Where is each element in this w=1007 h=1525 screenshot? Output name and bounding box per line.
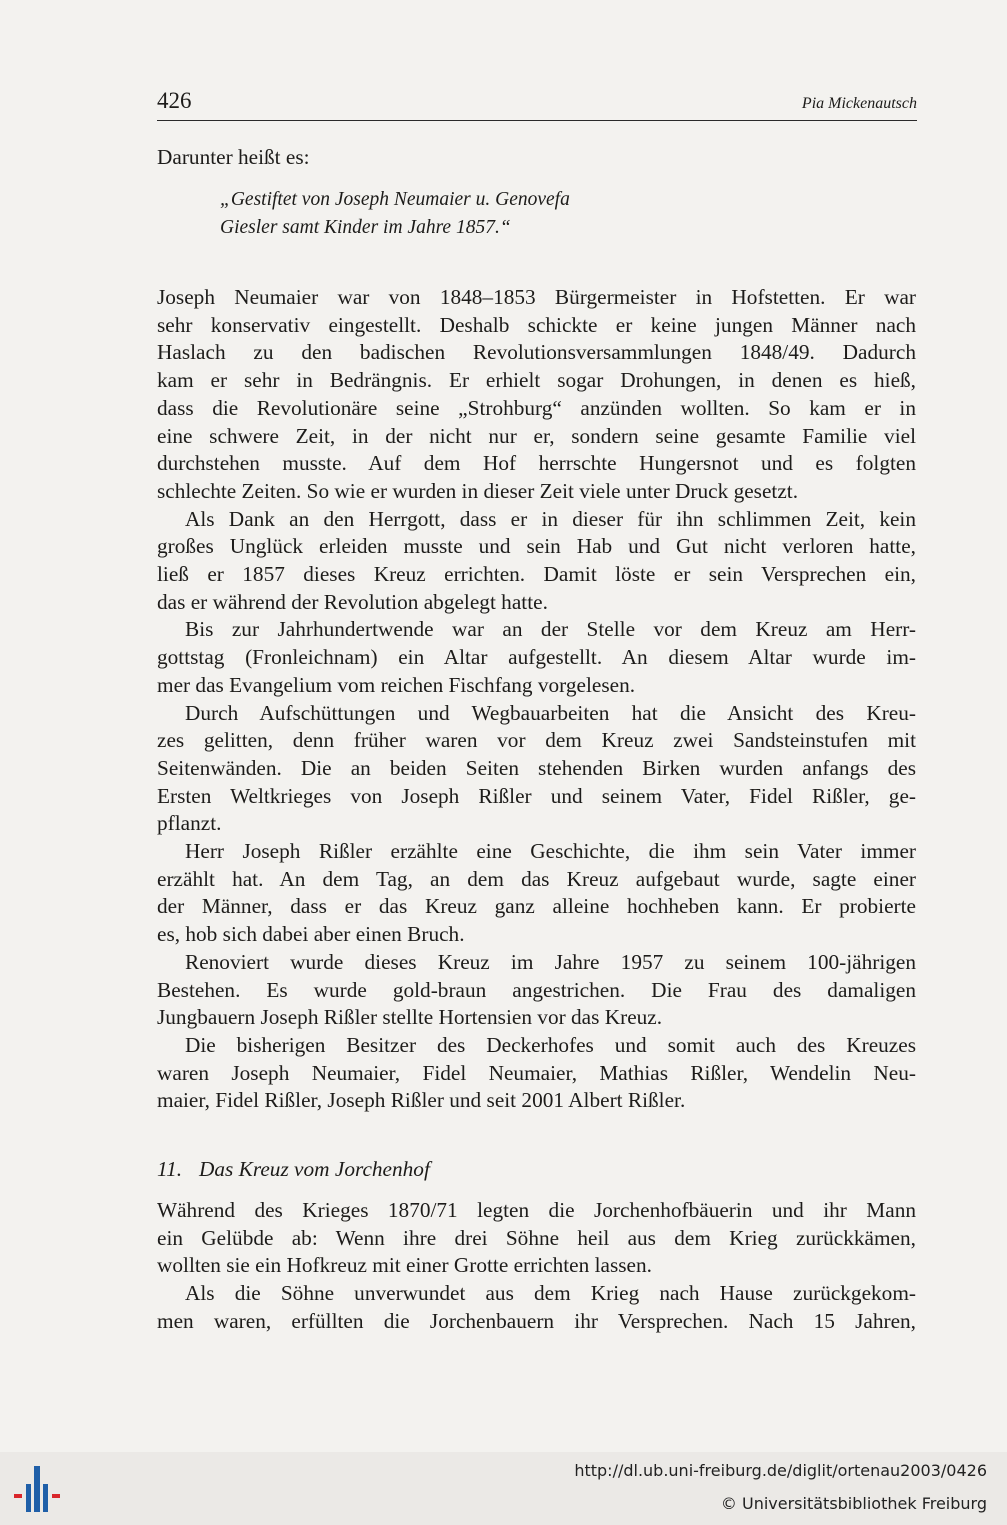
page-header <box>157 86 917 121</box>
source-url-link[interactable]: http://dl.ub.uni-freiburg.de/diglit/ortenau2003/0426 <box>574 1461 987 1480</box>
running-head-author: Pia Mickenautsch <box>801 95 917 112</box>
text-line: kam er sehr in Bedrängnis. Er erhielt sogar Drohungen, in denen es hieß, <box>157 368 916 393</box>
text-line: Bis zur Jahrhundertwende war an der Stelle vor dem Kreuz am Herr- <box>185 617 916 642</box>
text-line: großes Unglück erleiden musste und sein Hab und Gut nicht verloren hatte, <box>157 534 916 559</box>
section-heading <box>157 1154 430 1184</box>
section-number: 11. <box>157 1157 183 1181</box>
text-line: men waren, erfüllten die Jorchenbauern ihr Versprechen. Nach 15 Jahren, <box>157 1308 916 1333</box>
quote-line: Giesler samt Kinder im Jahre 1857.“ <box>220 217 511 238</box>
text-line: pflanzt. <box>157 811 222 836</box>
ub-freiburg-logo-icon <box>12 1464 64 1514</box>
text-line: Renoviert wurde dieses Kreuz im Jahre 1957 zu seinem 100-jährigen <box>185 949 916 974</box>
text-line: erzählt hat. An dem Tag, an dem das Kreuz aufgebaut wurde, sagte einer <box>157 866 916 891</box>
body-text-main <box>157 284 916 1115</box>
library-footer <box>0 1452 1007 1525</box>
text-line: Haslach zu den badischen Revolutionsversammlungen 1848/49. Dadurch <box>157 340 916 365</box>
text-line: Seitenwänden. Die an beiden Seiten stehenden Birken wurden anfangs des <box>157 755 916 780</box>
text-line: waren Joseph Neumaier, Fidel Neumaier, Mathias Rißler, Wendelin Neu- <box>157 1060 916 1085</box>
text-line: Durch Aufschüttungen und Wegbauarbeiten hat die Ansicht des Kreu- <box>185 700 916 725</box>
page-number: 426 <box>157 88 192 113</box>
quote-line: „Gestiftet von Joseph Neumaier u. Genovefa <box>220 189 570 210</box>
text-line: wollten sie ein Hofkreuz mit einer Grotte errichten lassen. <box>157 1253 652 1278</box>
text-line: gottstag (Fronleichnam) ein Altar aufgestellt. An diesem Altar wurde im- <box>157 645 916 670</box>
text-line: ein Gelübde ab: Wenn ihre drei Söhne heil aus dem Krieg zurückkämen, <box>157 1225 916 1250</box>
inscription-quote <box>220 186 680 242</box>
text-line: Als die Söhne unverwundet aus dem Krieg nach Hause zurückgekom- <box>185 1281 916 1306</box>
text-line: Jungbauern Joseph Rißler stellte Hortensien vor das Kreuz. <box>157 1005 663 1030</box>
text-line: schlechte Zeiten. So wie er wurden in dieser Zeit viele unter Druck gesetzt. <box>157 478 799 503</box>
text-line: Als Dank an den Herrgott, dass er in dieser für ihn schlimmen Zeit, kein <box>185 506 916 531</box>
text-line: Bestehen. Es wurde gold-braun angestrichen. Die Frau des damaligen <box>157 977 916 1002</box>
text-line: dass die Revolutionäre seine „Strohburg“ anzünden wollten. So kam er in <box>157 395 916 420</box>
text-line: das er während der Revolution abgelegt hatte. <box>157 589 548 614</box>
text-line: sehr konservativ eingestellt. Deshalb schickte er keine jungen Männer nach <box>157 312 916 337</box>
copyright-notice: © Universitätsbibliothek Freiburg <box>720 1494 987 1513</box>
text-line: mer das Evangelium vom reichen Fischfang vorgelesen. <box>157 672 636 697</box>
text-line: zes gelitten, denn früher waren vor dem Kreuz zwei Sandsteinstufen mit <box>157 728 916 753</box>
text-line: der Männer, dass er das Kreuz ganz alleine hochheben kann. Er probierte <box>157 894 916 919</box>
body-text-section <box>157 1197 916 1336</box>
text-line: Joseph Neumaier war von 1848–1853 Bürgermeister in Hofstetten. Er war <box>157 285 916 309</box>
text-line: es, hob sich dabei aber einen Bruch. <box>157 922 465 947</box>
text-line: Ersten Weltkrieges von Joseph Rißler und seinem Vater, Fidel Rißler, ge- <box>157 783 916 808</box>
text-line: durchstehen musste. Auf dem Hof herrschte Hungersnot und es folgten <box>157 451 916 476</box>
text-line: maier, Fidel Rißler, Joseph Rißler und seit 2001 Albert Rißler. <box>157 1088 686 1113</box>
text-line: ließ er 1857 dieses Kreuz errichten. Damit löste er sein Versprechen ein, <box>157 562 916 587</box>
section-title: Das Kreuz vom Jorchenhof <box>199 1157 430 1181</box>
intro-line: Darunter heißt es: <box>157 145 310 169</box>
text-line: Die bisherigen Besitzer des Deckerhofes und somit auch des Kreuzes <box>185 1032 916 1057</box>
text-line: Während des Krieges 1870/71 legten die Jorchenhofbäuerin und ihr Mann <box>157 1198 916 1222</box>
text-line: Herr Joseph Rißler erzählte eine Geschichte, die ihm sein Vater immer <box>185 839 916 864</box>
text-line: eine schwere Zeit, in der nicht nur er, sondern seine gesamte Familie viel <box>157 423 916 448</box>
